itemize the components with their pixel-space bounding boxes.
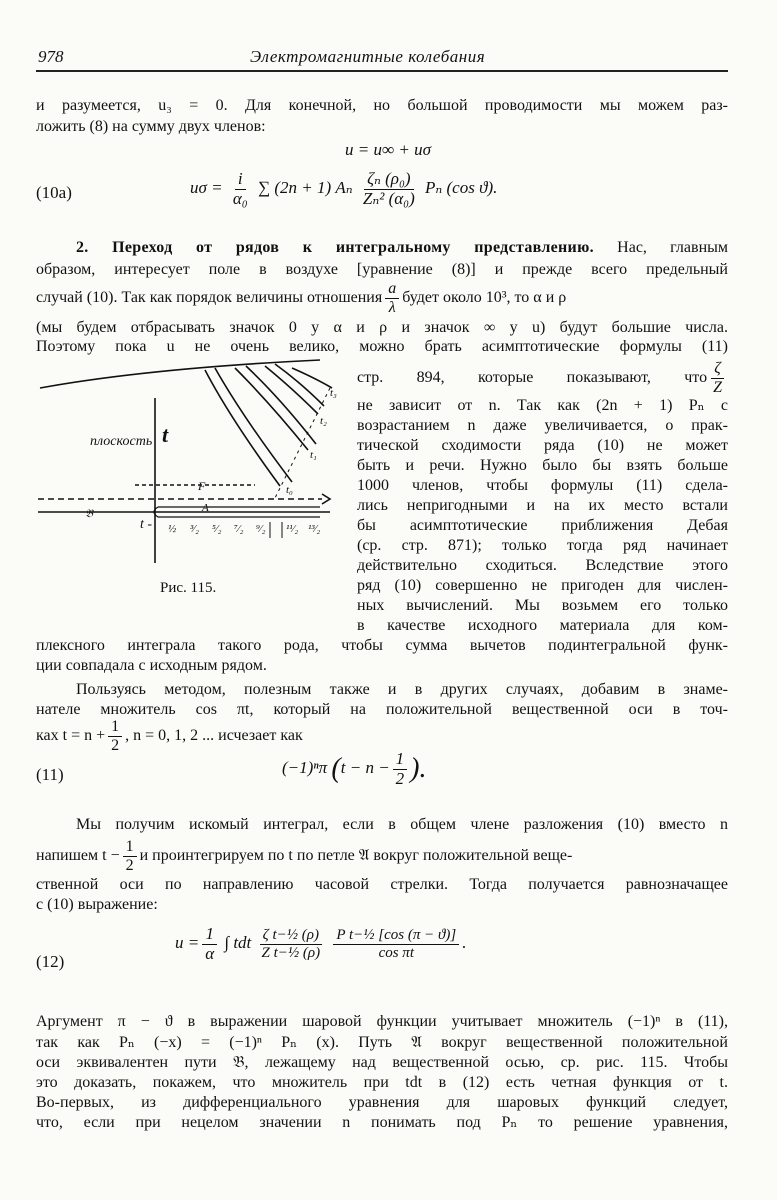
text-line [36,718,728,754]
tick-label: ⁷⁄₂ [234,523,244,535]
upper-path [40,360,320,388]
fraction [259,927,324,961]
fraction [333,927,459,961]
loop-curve [215,368,292,482]
denominator: Z t−½ (ρ) [261,944,321,961]
denominator: 2 [111,736,120,754]
section-heading-line [36,238,728,258]
numerator: ζ t−½ (ρ) [260,927,322,945]
equation-10a [190,170,497,208]
text-line: ложить (8) на сумму двух членов: [36,118,266,135]
text-line: Во-первых, из дифференциального уравнения для шаровых функций следует, [36,1094,728,1111]
loop-curve [265,366,318,414]
plane-label: плоскость [90,434,153,449]
eq-lhs: uσ = [190,178,227,198]
text-line: действительно сходиться. Вследствие этого [357,557,728,574]
text-line: бы асимптотические приближения Дебая [357,517,728,534]
text-line: образом, интересует поле в воздухе [уравнение (8)] и прежде всего предельный [36,261,728,278]
label-A: A [202,502,209,514]
tick-label: ⁹⁄₂ [256,523,266,535]
loop-curve [275,364,324,406]
text-line: плексного интеграла такого рода, чтобы сумма вычетов подинтегральной функ- [36,637,728,654]
text-line: и разумеется, u₃ = 0. Для конечной, но большой проводимости мы можем раз- [36,97,728,114]
tick-label: ¹³⁄₂ [308,523,321,535]
fraction [123,838,137,874]
arrow-head [322,494,330,504]
fraction [108,718,122,754]
text-line: (ср. стр. 871); только тогда ряд начинает [357,537,728,554]
section-heading: 2. Переход от рядов к интегральному представлению. [76,239,594,256]
text-span: стр. 894, которые показывают, что [357,368,708,386]
denominator: 2 [125,856,134,874]
text-line: ственной оси по направлению часовой стрелки. Тогда получается равнозначащее [36,876,728,893]
text-line: в качестве исходного материала для ком- [357,617,728,634]
t-axis-label: t - [140,517,153,532]
text-line: с (10) выражение: [36,896,158,913]
numerator: a [385,280,399,299]
text-line: быть и речи. Нужно было бы взять больше [357,457,728,474]
equation-12 [175,925,466,963]
denominator: cos πt [378,944,414,961]
figure-115 [30,358,350,573]
fraction [202,925,217,963]
text-line: возрастанием n даже увеличивается, о прак- [357,417,728,434]
equation-11 [282,750,427,788]
numerator: 1 [108,718,122,737]
text-line: оси эквивалентен пути 𝔅, лежащему над вещественной осью, ср. рис. 115. Чтобы [36,1054,728,1071]
text-span: напишем t − [36,846,120,864]
text-line: так как Pₙ (−x) = (−1)ⁿ Pₙ (x). Путь 𝔄 вокруг вещественной положительной [36,1034,728,1051]
label-F: F [198,479,206,493]
tick-label: ⁵⁄₂ [212,523,222,535]
text-span: , n = 0, 1, 2 ... исчезает как [125,726,303,744]
integral: ∫ tdt [224,933,252,953]
figure-caption: Рис. 115. [160,580,217,596]
fraction [393,750,408,788]
point-label: t₁ [310,449,317,461]
denominator: λ [388,298,396,316]
text-line: ряд (10) совершенно не пригоден для числен- [357,577,728,594]
text-line: не зависит от n. Так как (2n + 1) Pₙ с [357,397,728,414]
sum: ∑ (2n + 1) Aₙ [257,178,353,198]
text-line: Аргумент π − ϑ в выражении шаровой функции учитывает множитель (−1)ⁿ в (11), [36,1013,728,1030]
numerator: i [235,170,246,190]
header-rule [36,70,728,72]
text-line: Поэтому пока u не очень велико, можно брать асимптотические формулы (11) [36,338,728,355]
text-span: случай (10). Так как порядок величины отношения [36,288,383,306]
page-number: 978 [38,47,64,66]
eq-dot: . [462,933,467,953]
tick-label: ¹¹⁄₂ [286,523,299,535]
denominator: 2 [395,768,405,788]
fraction [710,360,725,396]
text-line: (мы будем отбрасывать значок 0 у α и ρ и значок ∞ у u) будут большие числа. [36,319,728,336]
fraction [230,170,251,208]
point-label: t₀ [286,484,293,496]
text-span: будет около 10³, то α и ρ [402,288,567,306]
denominator: α₀ [232,188,248,208]
denominator: α [205,943,215,963]
eq-lhs: u = [175,933,200,953]
text-span: ках t = n + [36,726,106,744]
text-line: 1000 членов, чтобы формулы (11) сдела- [357,477,728,494]
point-label: t₃ [330,387,337,399]
text-line [36,280,728,316]
numerator: ζₙ (ρ₀) [364,170,413,190]
text-line: ных вычислений. Мы возьмем его только [357,597,728,614]
text-line: тической сходимости ряда (10) не может [357,437,728,454]
text-span: и проинтегрируем по t по петле 𝔄 вокруг положительной веще- [139,846,573,864]
loop-curve [205,370,280,486]
eq-tail: Pₙ (cos ϑ). [425,178,498,198]
numerator: 1 [123,838,137,857]
fraction [385,280,399,316]
numerator: ζ [711,360,723,379]
equation-number: (10a) [36,183,72,202]
fraction [360,170,418,208]
tick-label: ½ [168,523,177,535]
text-line [36,838,728,874]
paren: ). [410,753,427,785]
denominator: Zₙ² (α₀) [362,188,415,208]
text-line: что, если при нецелом значении n понимать под Pₙ то решение уравнения, [36,1114,728,1131]
eq-part: t − n − [340,758,390,778]
denominator: Z [713,378,722,396]
loop-curve [292,368,332,388]
text-line: это доказать, покажем, что множитель при tdt в (12) есть четная функция от t. [36,1074,728,1091]
plane-t-label: t [162,422,169,447]
equation-u-sum: u = u∞ + uσ [345,140,431,159]
label-B: 𝔅 [85,508,93,520]
eq-part: (−1)ⁿπ [282,758,328,778]
paren: ( [331,753,341,785]
numerator: 1 [202,925,217,945]
text-line: Мы получим искомый интеграл, если в общем члене разложения (10) вместо n [76,816,728,833]
tick-label: ³⁄₂ [190,523,199,535]
numerator: P t−½ [cos (π − ϑ)] [333,927,459,945]
point-label: t₂ [320,415,327,427]
text-line [357,360,728,396]
text-line: ции совпадала с исходным рядом. [36,657,267,674]
text-line: Пользуясь методом, полезным также и в других случаях, добавим в знаме- [76,681,728,698]
equation-number: (12) [36,952,65,971]
text-span: Нас, главным [617,239,729,256]
running-title: Электромагнитные колебания [250,47,486,66]
equation-number: (11) [36,765,64,784]
text-line: лись непригодными и на их место встали [357,497,728,514]
numerator: 1 [393,750,408,770]
text-line: нателе множитель cos πt, который на положительной вещественной оси в точ- [36,701,728,718]
